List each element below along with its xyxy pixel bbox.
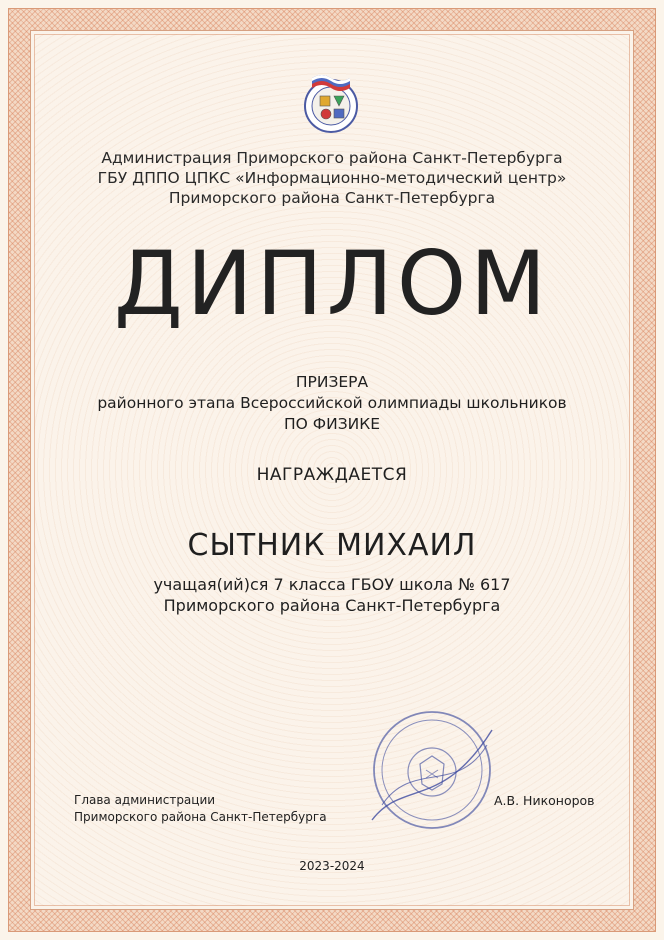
award-subject: ПО ФИЗИКЕ bbox=[283, 415, 381, 433]
awarded-label: НАГРАЖДАЕТСЯ bbox=[256, 465, 408, 485]
organization-line-1: Администрация Приморского района Санкт-Петербурга bbox=[101, 149, 563, 167]
organization-line-3: Приморского района Санкт-Петербурга bbox=[168, 189, 496, 207]
signatory-position-line-1: Глава администрации bbox=[74, 793, 216, 807]
academic-year: 2023-2024 bbox=[299, 859, 365, 873]
award-event: районного этапа Всероссийской олимпиады школьников bbox=[97, 394, 567, 412]
signatory-name: А.В. Никоноров bbox=[494, 793, 595, 808]
recipient-school-line-1: учащая(ий)ся 7 класса ГБОУ школа № 617 bbox=[153, 575, 511, 594]
signatory-position bbox=[74, 792, 327, 826]
organization-line-2: ГБУ ДППО ЦПКС «Информационно-методический центр» bbox=[97, 169, 567, 187]
signatory-position-line-2: Приморского района Санкт-Петербурга bbox=[74, 810, 327, 824]
official-seal-icon bbox=[362, 700, 502, 840]
award-description bbox=[40, 372, 624, 435]
organization-header bbox=[40, 148, 624, 208]
recipient-school bbox=[40, 574, 624, 616]
olympiad-emblem-icon bbox=[290, 64, 372, 144]
recipient-name: СЫТНИК МИХАИЛ bbox=[187, 528, 477, 563]
award-rank: ПРИЗЕРА bbox=[295, 373, 369, 391]
diploma-title: ДИПЛОМ bbox=[113, 232, 551, 335]
recipient-school-line-2: Приморского района Санкт-Петербурга bbox=[163, 596, 501, 615]
